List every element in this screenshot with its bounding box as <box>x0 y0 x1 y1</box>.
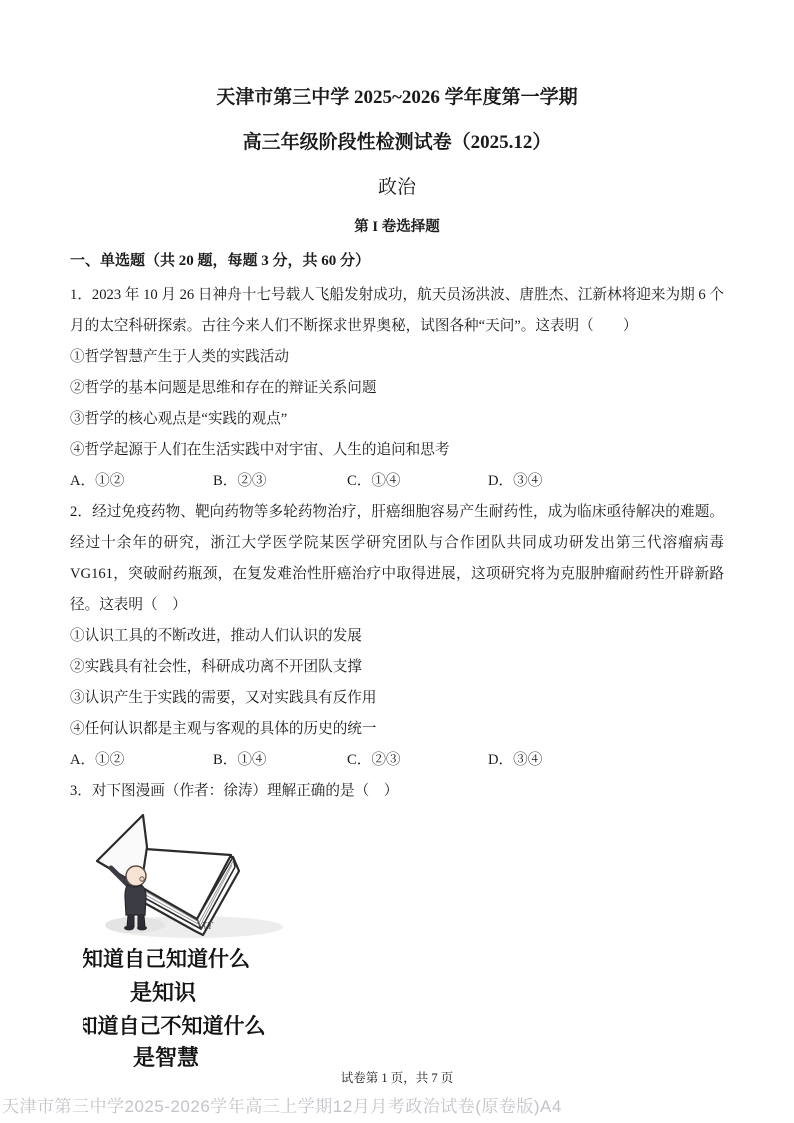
question-2-choice-d: D．③④ <box>488 752 543 768</box>
question-2-item-3: ③认识产生于实践的需要，又对实践具有反作用 <box>70 690 377 706</box>
page-footer: 试卷第 1 页，共 7 页 <box>340 1071 454 1085</box>
question-1-choices <box>70 466 724 497</box>
caption-line-3: 知道自己不知道什么 <box>83 1014 266 1038</box>
man-head <box>126 866 146 886</box>
question-1-item-3: ③哲学的核心观点是“实践的观点” <box>70 411 288 427</box>
artist-signature: XT <box>201 921 213 932</box>
question-2-stem: 2．经过免疫药物、靶向药物等多轮药物治疗，肝癌细胞容易产生耐药性，成为临床亟待解决的难题。经过十余年的研究，浙江大学医学院某医学研究团队与合作团队共同成功研发出第三代溶瘤病毒 VG161，突破耐药瓶颈，在复发难治性肝癌治疗中取得进展，这项研究将为克服肿瘤耐药性开辟新路径。这表明（ ） <box>70 504 724 613</box>
subject-title: 政治 <box>377 177 416 198</box>
question-3-stem: 3．对下图漫画（作者：徐涛）理解正确的是（ ） <box>70 783 399 799</box>
question-1-choice-a: A．①② <box>70 473 125 489</box>
question-2-item-1: ①认识工具的不断改进，推动人们认识的发展 <box>70 628 362 644</box>
question-2-choice-a: A．①② <box>70 752 125 768</box>
watermark-text: 天津市第三中学2025-2026学年高三上学期12月月考政治试卷(原卷版)A4 <box>2 1097 562 1116</box>
man-ear <box>140 877 144 881</box>
question-1-choice-d: D．③④ <box>488 473 543 489</box>
question-1-item-1: ①哲学智慧产生于人类的实践活动 <box>70 349 289 365</box>
man-body-suit <box>125 885 146 915</box>
title-line-1: 天津市第三中学 2025~2026 学年度第一学期 <box>216 87 578 108</box>
cartoon-figure <box>83 813 323 1080</box>
question-1-item-4: ④哲学起源于人们在生活实践中对宇宙、人生的追问和思考 <box>70 442 450 458</box>
shadow-shape-2 <box>105 917 165 933</box>
question-2-choice-b: B．①④ <box>213 752 267 768</box>
question-2-item-4: ④任何认识都是主观与客观的具体的历史的统一 <box>70 721 377 737</box>
question-1-choice-c: C．①④ <box>347 473 401 489</box>
man-shoe-left <box>124 926 134 931</box>
question-1-stem: 1．2023 年 10 月 26 日神舟十七号载人飞船发射成功，航天员汤洪波、唐胜杰、江新林将迎来为期 6 个月的太空科研探索。古往今来人们不断探求世界奥秘，试图各种“天问”。这表明（ ） <box>70 287 724 334</box>
title-line-2: 高三年级阶段性检测试卷（2025.12） <box>242 132 552 153</box>
question-1-item-2: ②哲学的基本问题是思维和存在的辩证关系问题 <box>70 380 377 396</box>
caption-line-2: 是知识 <box>129 980 197 1005</box>
part-header: 一、单选题（共 20 题，每题 3 分，共 60 分） <box>70 253 371 269</box>
question-2-choice-c: C．②③ <box>347 752 401 768</box>
question-1-choice-b: B．②③ <box>213 473 267 489</box>
question-2-choices <box>70 745 724 776</box>
caption-line-4: 是智慧 <box>132 1045 200 1070</box>
page-content <box>70 86 724 1080</box>
question-2-item-2: ②实践具有社会性，科研成功离不开团队支撑 <box>70 659 362 675</box>
section-header: 第 I 卷选择题 <box>354 219 440 235</box>
caption-line-1: 知道自己知道什么 <box>83 947 250 971</box>
cartoon-caption <box>83 947 266 1070</box>
man-shoe-right <box>137 926 147 931</box>
cartoon-book-image <box>83 813 323 1075</box>
